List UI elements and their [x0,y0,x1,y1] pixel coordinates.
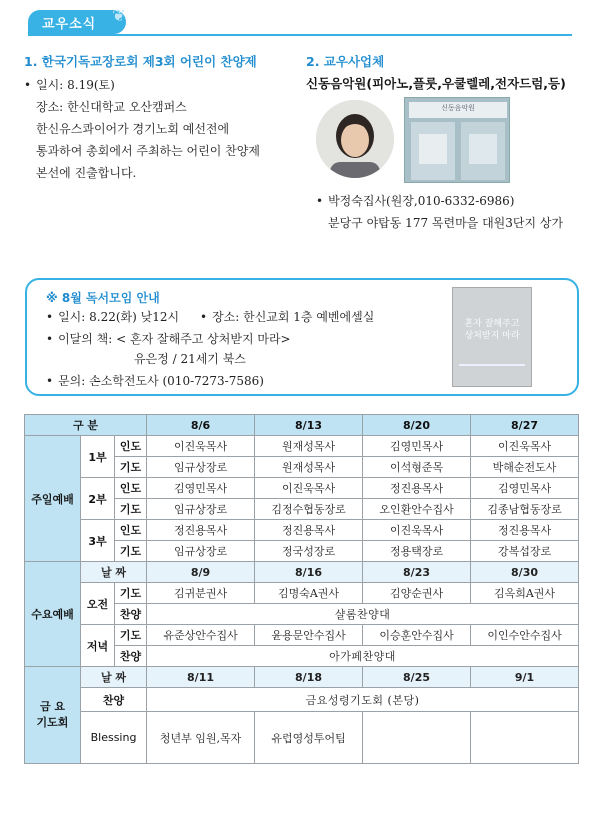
table-cell [363,712,471,764]
table-cell: 이진욱목사 [471,436,579,457]
book-cover-line [459,364,525,366]
sunday-service-label: 주일예배 [25,436,81,562]
table-row [25,712,579,764]
wed-date: 8/9 [147,562,255,583]
table-cell: 임규상장로 [147,541,255,562]
role-label: 기도 [115,457,147,478]
owner-portrait [316,100,394,178]
table-header-row [25,415,579,436]
table-cell: 정진용목사 [363,478,471,499]
table-cell: 박해순전도사 [471,457,579,478]
table-row [25,478,579,499]
reading-date: • 일시: 8.22(화) 낮12시 [46,306,179,328]
table-cell: 윤용문안수집사 [255,625,363,646]
fri-date: 9/1 [471,667,579,688]
table-cell: 이승훈안수집사 [363,625,471,646]
role-label: 찬양 [115,604,147,625]
section-header-tab [28,6,127,34]
table-cell: 정국성장로 [255,541,363,562]
morning-label: 오전 [81,583,115,625]
table-cell: 임규상장로 [147,457,255,478]
fri-date: 8/25 [363,667,471,688]
wed-date: 8/30 [471,562,579,583]
sunday-date: 8/6 [147,415,255,436]
sunday-date: 8/27 [471,415,579,436]
reading-place: • 장소: 한신교회 1층 예벤에셀실 [200,306,374,328]
table-cell: 이진욱목사 [255,478,363,499]
book-cover-title: 혼자 잘해주고 상처받지 마라 [464,319,520,341]
sunday-date: 8/13 [255,415,363,436]
table-cell: 김옥희A권사 [471,583,579,604]
section1-line-text3: 본선에 진출합니다. [36,166,137,180]
fri-choir-label: 찬양 [81,688,147,712]
table-cell: 원재성목사 [255,436,363,457]
fri-date-label: 날 짜 [81,667,147,688]
wed-morning-choir: 샬롬찬양대 [147,604,579,625]
role-label: 기도 [115,499,147,520]
table-cell: 임규상장로 [147,499,255,520]
table-cell: 정용택장로 [363,541,471,562]
table-cell: 강복섭장로 [471,541,579,562]
table-cell: 김영민목사 [363,436,471,457]
role-label: 인도 [115,436,147,457]
service-name: 1부 [81,436,115,478]
table-cell: 정진용목사 [471,520,579,541]
header-divider [28,34,572,36]
fri-blessing-label: Blessing [81,712,147,764]
wed-date: 8/23 [363,562,471,583]
role-label: 인도 [115,478,147,499]
reading-contact: • 문의: 손소학전도사 (010-7273-7586) [46,370,264,392]
table-cell: 청년부 임원,목자 [147,712,255,764]
table-row [25,625,579,646]
table-cell: 김양순권사 [363,583,471,604]
table-row [25,562,579,583]
table-cell: 김명숙A권사 [255,583,363,604]
sunday-date: 8/20 [363,415,471,436]
table-cell: 오인환안수집사 [363,499,471,520]
wed-date-label: 날 짜 [81,562,147,583]
section1-line-text1: 한신유스콰이어가 경기노회 예선전에 [36,122,230,136]
shop-photo [404,97,510,183]
worship-schedule-table [24,414,579,764]
section2-title: 2. 교우사업체 [306,54,385,69]
role-label: 기도 [115,625,147,646]
butterfly-icon: ❦ [112,6,127,25]
fri-date: 8/11 [147,667,255,688]
table-cell: 이진욱목사 [363,520,471,541]
table-cell: 유럽영성투어팀 [255,712,363,764]
table-row [25,583,579,604]
fri-choir: 금요성령기도회 (본당) [147,688,579,712]
wednesday-service-label: 수요예배 [25,562,81,667]
table-row [25,688,579,712]
table-cell: 이석형준목 [363,457,471,478]
book-cover [452,287,532,387]
table-row [25,436,579,457]
section-header-title: 교우소식 [42,17,97,32]
role-label: 찬양 [115,646,147,667]
table-cell: 원재성목사 [255,457,363,478]
table-row [25,667,579,688]
fri-date: 8/18 [255,667,363,688]
wed-date: 8/16 [255,562,363,583]
shop-sign: 신동음악원 [441,104,475,112]
role-label: 기도 [115,541,147,562]
business-address: 분당구 야탑동 177 목련마을 대원3단지 상가 [328,216,564,230]
role-label: 인도 [115,520,147,541]
table-cell: 김정수협동장로 [255,499,363,520]
header-label: 구 분 [25,415,147,436]
table-cell [471,712,579,764]
table-cell: 유준상안수집사 [147,625,255,646]
business-name: 신동음악원(피아노,플룻,우쿨렐레,전자드럼,등) [306,76,566,91]
table-cell: 김영민목사 [471,478,579,499]
table-cell: 김영민목사 [147,478,255,499]
table-cell: 김귀분권사 [147,583,255,604]
evening-label: 저녁 [81,625,115,667]
table-cell: 정진용목사 [255,520,363,541]
table-cell: 이인수안수집사 [471,625,579,646]
table-cell: 정진용목사 [147,520,255,541]
friday-prayer-label: 금 요 기도회 [25,667,81,764]
section1-title: 1. 한국기독교장로회 제3회 어린이 찬양제 [24,54,257,69]
reading-author: 유은정 / 21세기 북스 [134,352,246,366]
table-cell: 김종남협동장로 [471,499,579,520]
wed-evening-choir: 아가페찬양대 [147,646,579,667]
service-name: 3부 [81,520,115,562]
section1-line-place: 장소: 한신대학교 오산캠퍼스 [36,100,187,114]
section1-line-text2: 통과하여 총회에서 주최하는 어린이 찬양제 [36,144,260,158]
reading-title: ※ 8월 독서모임 안내 [46,291,160,305]
service-name: 2부 [81,478,115,520]
table-row [25,520,579,541]
business-contact: • 박정숙집사(원장,010-6332-6986) [316,190,515,212]
table-cell: 이진욱목사 [147,436,255,457]
reading-book: • 이달의 책: < 혼자 잘해주고 상처받지 마라> [46,328,291,350]
section1-line-date: • 일시: 8.19(토) [24,74,115,96]
role-label: 기도 [115,583,147,604]
